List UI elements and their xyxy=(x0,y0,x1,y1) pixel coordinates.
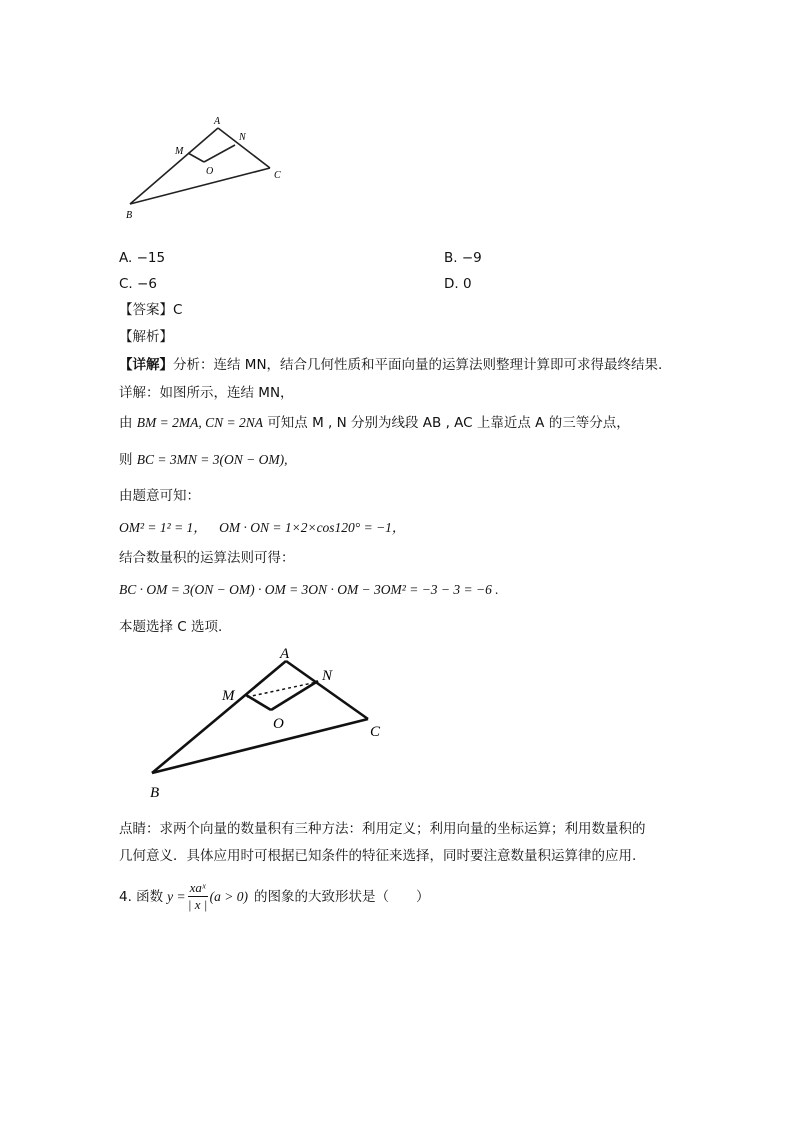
bc-relation-line xyxy=(119,450,288,470)
dot-values-line xyxy=(119,518,405,538)
q4-prefix: 4. 函数 xyxy=(119,888,164,905)
triangle-figure-large xyxy=(140,642,400,804)
label-a-large: A xyxy=(280,646,290,662)
question-4 xyxy=(119,880,429,913)
detail-prefix: 【详解】 xyxy=(119,357,173,373)
label-m-large: M xyxy=(222,688,235,704)
label-c-small: C xyxy=(274,170,281,181)
q4-condition: (a > 0) xyxy=(209,888,248,904)
label-o-small: O xyxy=(206,166,214,177)
detail-line xyxy=(119,355,662,375)
q4-fraction xyxy=(188,880,208,913)
line4-math: BC = 3MN = 3(ON − OM), xyxy=(136,452,288,467)
q4-y: y = xyxy=(167,888,186,904)
detail-line-2: 详解：如图所示，连结 MN， xyxy=(119,385,294,401)
line3-suffix: 可知点 M , N 分别为线段 AB , AC 上靠近点 A 的三等分点， xyxy=(267,415,630,431)
option-a: A. −15 xyxy=(119,250,166,266)
given-line: 由题意可知： xyxy=(119,488,200,504)
q4-suffix: 的图象的大致形状是（ ） xyxy=(253,888,430,905)
label-n-large: N xyxy=(322,668,333,684)
q4-denominator: | x | xyxy=(187,897,208,912)
option-d: D. 0 xyxy=(444,276,472,292)
triangle-figure-small xyxy=(118,112,298,222)
label-n-small: N xyxy=(239,132,246,143)
om-squared: OM² = 1² = 1， xyxy=(119,520,207,535)
label-a-small: A xyxy=(214,116,221,127)
line4-prefix: 则 xyxy=(119,452,133,468)
label-b-small: B xyxy=(126,210,133,221)
line3-math: BM = 2MA, CN = 2NA xyxy=(136,415,264,430)
label-c-large: C xyxy=(370,724,381,740)
rule-line: 结合数量积的运算法则可得： xyxy=(119,550,295,566)
label-m-small: M xyxy=(175,146,184,157)
vector-relation-line xyxy=(119,413,630,433)
answer-line: 【答案】C xyxy=(119,302,183,318)
option-c: C. −6 xyxy=(119,276,157,292)
q4-numerator: xaˣ xyxy=(189,880,206,895)
choose-line: 本题选择 C 选项. xyxy=(119,619,223,635)
label-b-large: B xyxy=(150,785,160,801)
om-dot-on: OM · ON = 1×2×cos120° = −1， xyxy=(219,520,406,535)
line3-prefix: 由 xyxy=(119,415,133,431)
label-o-large: O xyxy=(273,716,284,732)
detail-text: 分析：连结 MN，结合几何性质和平面向量的运算法则整理计算即可求得最终结果. xyxy=(173,357,663,373)
option-b: B. −9 xyxy=(444,250,482,266)
note-line-2: 几何意义．具体应用时可根据已知条件的特征来选择，同时要注意数量积运算律的应用. xyxy=(119,848,637,864)
final-computation: BC · OM = 3(ON − OM) · OM = 3ON · OM − 3OM² = −3 − 3 = −6 . xyxy=(119,582,499,597)
note-line-1: 点睛：求两个向量的数量积有三种方法：利用定义；利用向量的坐标运算；利用数量积的 xyxy=(119,821,646,837)
analysis-heading: 【解析】 xyxy=(119,329,173,345)
